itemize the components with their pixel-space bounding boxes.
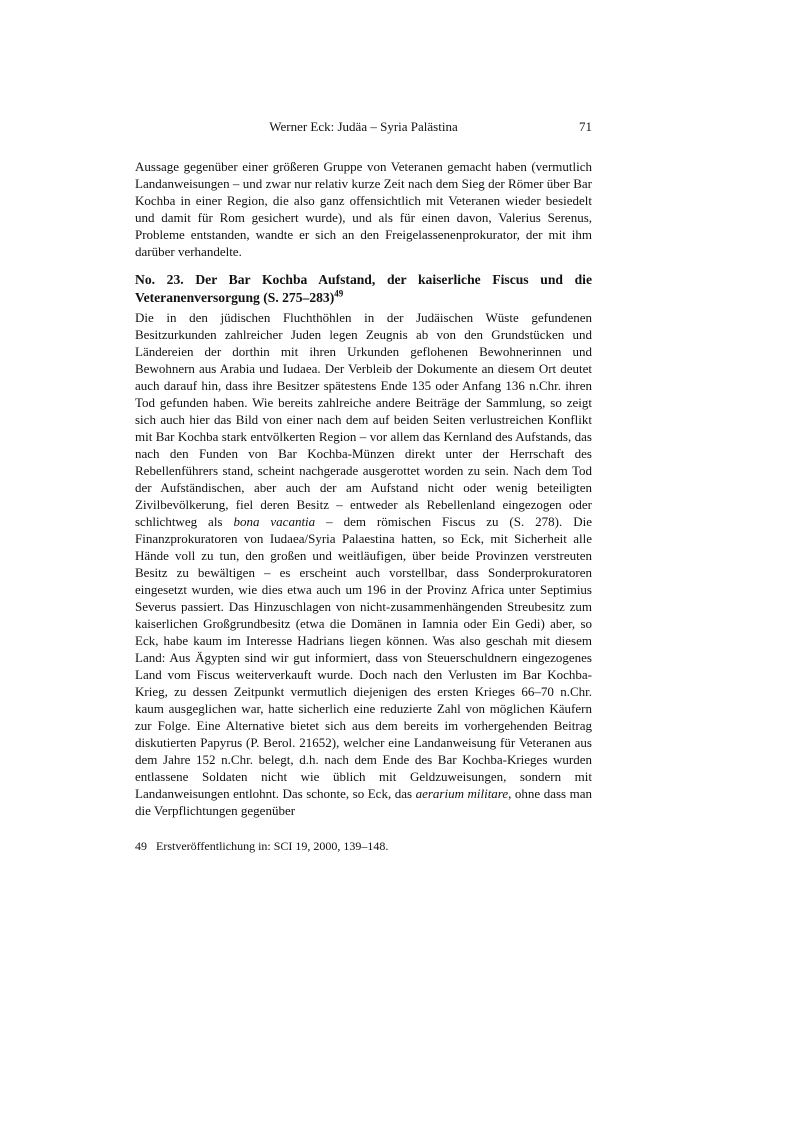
paragraph-intro: Aussage gegenüber einer größeren Gruppe von Veteranen gemacht haben (vermutlich Landanweisungen – und zwar nur relativ kurze Zeit nach dem Sieg der Römer über Bar Kochba in einer Region, die also ganz offensichtlich mit Veteranen wieder besiedelt und damit für Rom gesichert wurde), und als für einen davon, Valerius Serenus, Probleme entstanden, wandte er sich an den Freigelassenenprokurator, der mit ihm darüber verhandelte. [135,159,592,259]
footnote-number: 49 [135,839,147,853]
footnote-reference-marker: 49 [334,288,344,299]
footnote-text: Erstveröffentlichung in: SCI 19, 2000, 139–148. [156,839,389,853]
running-header [135,118,592,135]
footnote [135,838,592,854]
text-column [135,118,592,854]
section-heading-text: No. 23. Der Bar Kochba Aufstand, der kaiserliche Fiscus und die Veteranenversorgung (S. 275–283) [135,272,592,305]
section-heading [135,271,592,307]
running-header-title: Werner Eck: Judäa – Syria Palästina [269,119,458,134]
paragraph-main: Die in den jüdischen Fluchthöhlen in der Judäischen Wüste gefundenen Besitzurkunden zahlreicher Juden legen Zeugnis ab von den Grundstücken und Ländereien der dorthin mit ihren Urkunden geflohenen Bewohnerinnen und Bewohnern aus Arabia und Iudaea. Der Verbleib der Dokumente an diesem Ort deutet auch darauf hin, dass ihre Besitzer spätestens Ende 135 oder Anfang 136 n.Chr. ihren Tod gefunden haben. Wie bereits zahlreiche andere Beiträge der Sammlung, so zeigt sich auch hier das Bild von einer nach dem auf beiden Seiten verlustreichen Konflikt mit Bar Kochba stark entvölkerten Region – vor allem das Kernland des Aufstands, das nach den Funden von Bar Kochba-Münzen direkt unter der Herrschaft des Rebellenführers stand, scheint nachgerade ausgerottet worden zu sein. Nach dem Tod der Aufständischen, aber auch der am Aufstand nicht oder wenig beteiligten Zivilbevölkerung, fiel deren Besitz – entweder als Rebellenland eingezogen oder schlichtweg als bona vacantia – dem römischen Fiscus zu (S. 278). Die Finanzprokuratoren von Iudaea/Syria Palaestina hatten, so Eck, mit Sicherheit alle Hände voll zu tun, den großen und weitläufigen, über beide Provinzen verstreuten Besitz zu bewältigen – es erscheint auch vorstellbar, dass Sonderprokuratoren eingesetzt wurden, wie dies etwa auch um 196 in der Provinz Africa unter Septimius Severus passiert. Das Hinzuschlagen von nicht-zusammenhängenden Streubesitz zum kaiserlichen Großgrundbesitz (etwa die Domänen in Iamnia oder Ein Gedi) aber, so Eck, habe kaum im Interesse Hadrians liegen können. Was also geschah mit diesem Land: Aus Ägypten sind wir gut informiert, dass von Steuerschuldnern eingezogenes Land vom Fiscus weiterverkauft wurde. Doch nach den Verlusten im Bar Kochba-Krieg, zu dessen Zeitpunkt vermutlich diejenigen des ersten Krieges 66–70 n.Chr. kaum ausgeglichen war, hatte sicherlich eine reduzierte Zahl von möglichen Käufern zur Folge. Eine Alternative bietet sich aus dem bereits im vorhergehenden Beitrag diskutierten Papyrus (P. Berol. 21652), welcher eine Landanweisung für Veteranen aus dem Jahre 152 n.Chr. belegt, d.h. nach dem Ende des Bar Kochba-Krieges wurden entlassene Soldaten nicht wie üblich mit Geldzuweisungen, sondern mit Landanweisungen entlohnt. Das schonte, so Eck, das aerarium militare, ohne dass man die Verpflichtungen gegenüber [135,310,592,818]
page-number: 71 [579,119,592,134]
